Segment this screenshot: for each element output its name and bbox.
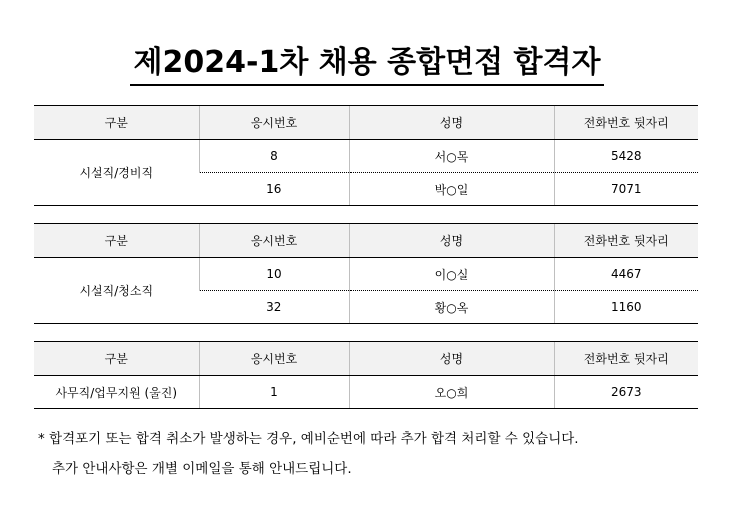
table-row	[34, 258, 698, 291]
exam-number-cell: 16	[199, 173, 349, 206]
header-category: 구분	[34, 342, 199, 376]
page-title-text: 제2024-1차 채용 종합면접 합격자	[130, 44, 605, 86]
table-header-row	[34, 342, 698, 376]
result-table-3	[34, 341, 698, 409]
exam-number-cell: 8	[199, 140, 349, 173]
note-line: 추가 안내사항은 개별 이메일을 통해 안내드립니다.	[52, 461, 352, 477]
table-row	[34, 140, 698, 173]
applicant-name-cell: 황○옥	[349, 291, 554, 324]
header-phone: 전화번호 뒷자리	[554, 342, 698, 376]
header-phone: 전화번호 뒷자리	[554, 106, 698, 140]
phone-cell: 7071	[554, 173, 698, 206]
result-table-1	[34, 105, 698, 206]
header-exam-number: 응시번호	[199, 106, 349, 140]
phone-cell: 5428	[554, 140, 698, 173]
phone-cell: 2673	[554, 376, 698, 409]
table-row	[34, 376, 698, 409]
exam-number-cell: 32	[199, 291, 349, 324]
exam-number-cell: 1	[199, 376, 349, 409]
header-exam-number: 응시번호	[199, 342, 349, 376]
phone-cell: 1160	[554, 291, 698, 324]
header-phone: 전화번호 뒷자리	[554, 224, 698, 258]
header-category: 구분	[34, 224, 199, 258]
header-exam-number: 응시번호	[199, 224, 349, 258]
header-name: 성명	[349, 224, 554, 258]
header-name: 성명	[349, 106, 554, 140]
applicant-name-cell: 이○실	[349, 258, 554, 291]
header-category: 구분	[34, 106, 199, 140]
applicant-name-cell: 오○희	[349, 376, 554, 409]
notes	[38, 424, 579, 484]
applicant-name-cell: 서○목	[349, 140, 554, 173]
exam-number-cell: 10	[199, 258, 349, 291]
note-line: * 합격포기 또는 합격 취소가 발생하는 경우, 예비순번에 따라 추가 합격 처리할 수 있습니다.	[38, 431, 579, 447]
header-name: 성명	[349, 342, 554, 376]
applicant-name-cell: 박○일	[349, 173, 554, 206]
page-title	[0, 44, 734, 86]
category-cell: 사무직/업무지원 (울진)	[34, 376, 199, 409]
category-cell: 시설직/청소직	[34, 258, 199, 324]
table-header-row	[34, 224, 698, 258]
result-table-2	[34, 223, 698, 324]
table-header-row	[34, 106, 698, 140]
category-cell: 시설직/경비직	[34, 140, 199, 206]
phone-cell: 4467	[554, 258, 698, 291]
